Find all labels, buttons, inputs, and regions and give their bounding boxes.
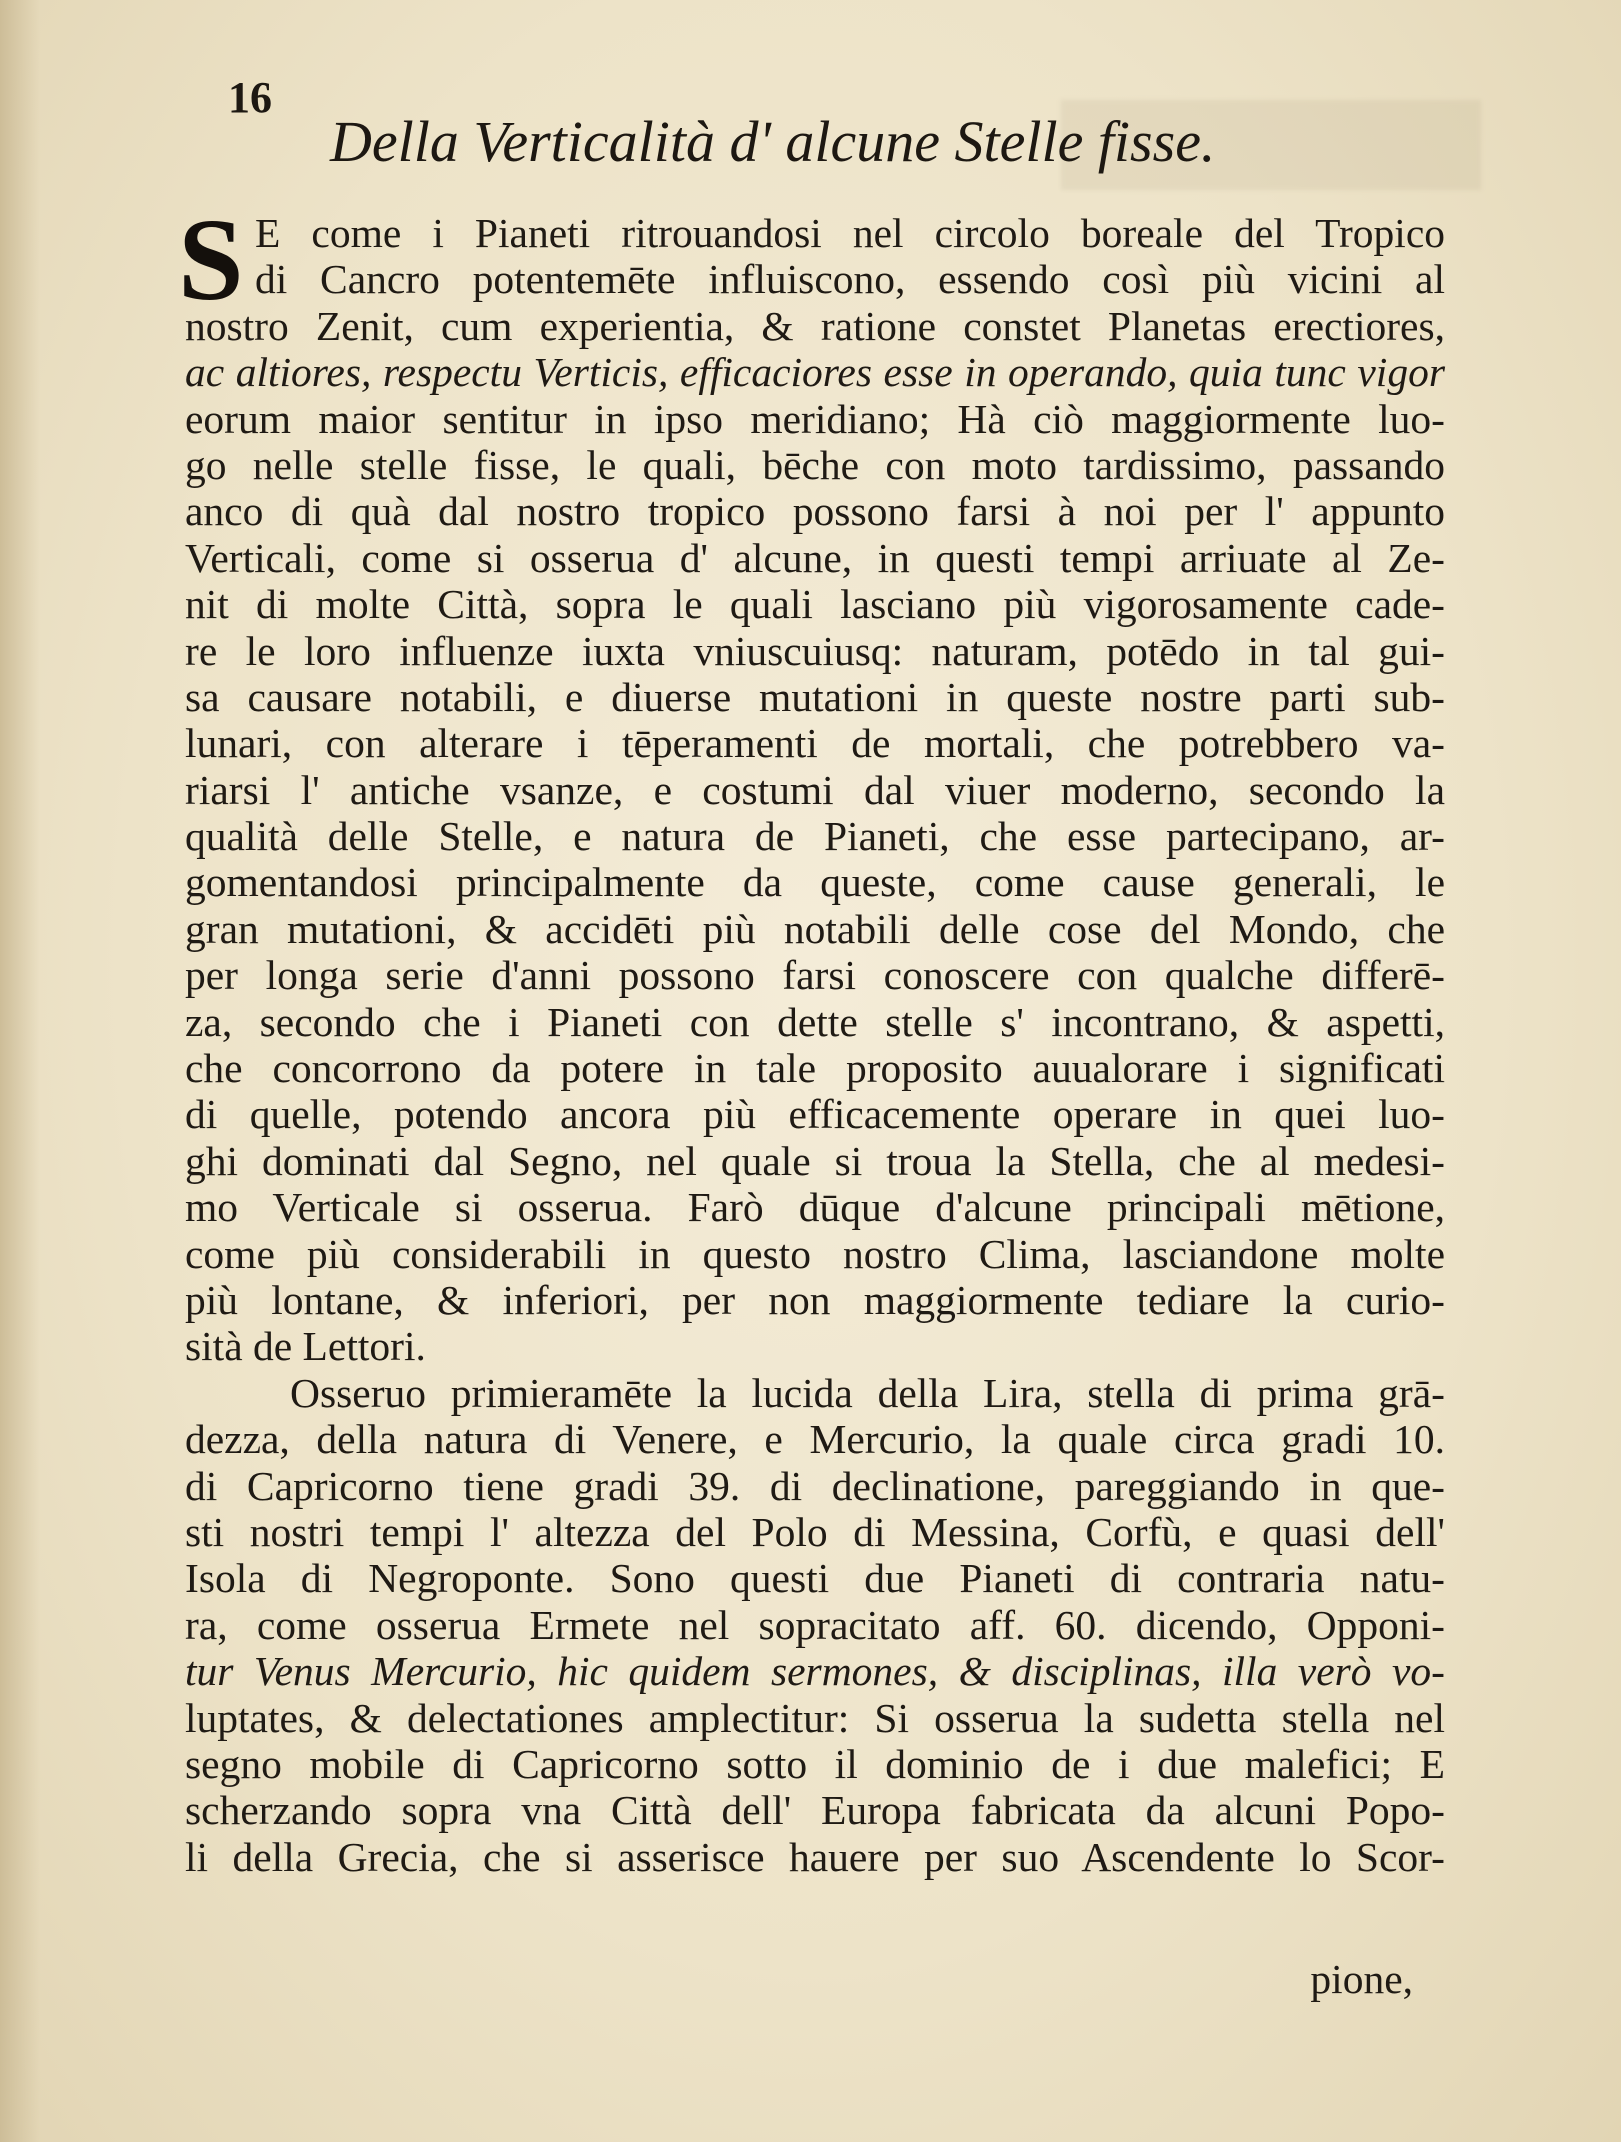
text-line: za, secondo che i Pianeti con dette stelle s' incontrano, & aspetti, <box>185 998 1445 1045</box>
text-line: E come i Pianeti ritrouandosi nel circolo boreale del Tropico <box>255 210 1445 256</box>
text-line: qualità delle Stelle, e natura de Pianeti, che esse partecipano, ar- <box>185 813 1445 860</box>
text-line: di Capricorno tiene gradi 39. di declinatione, pareggiando in que- <box>185 1462 1445 1509</box>
text-line: nit di molte Città, sopra le quali lasciano più vigorosamente cade- <box>185 581 1445 628</box>
text-line: tur Venus Mercurio, hic quidem sermones, & disciplinas, illa verò vo- <box>185 1648 1445 1695</box>
text-line: re le loro influenze iuxta vniuscuiusq: naturam, potēdo in tal gui- <box>185 627 1445 674</box>
text-line: li della Grecia, che si asserisce hauere per suo Ascendente lo Scor- <box>185 1833 1445 1880</box>
text-line: scherzando sopra vna Città dell' Europa fabricata da alcuni Popo- <box>185 1787 1445 1834</box>
text-line: di Cancro potentemēte influiscono, essendo così più vicini al <box>255 256 1445 303</box>
text-line: anco di quà dal nostro tropico possono farsi à noi per l' appunto <box>185 488 1445 535</box>
text-line: riarsi l' antiche vsanze, e costumi dal viuer moderno, secondo la <box>185 766 1445 813</box>
text-line: luptates, & delectationes amplectitur: Si osserua la sudetta stella nel <box>185 1694 1445 1741</box>
text-line: ra, come osserua Ermete nel sopracitato aff. 60. dicendo, Opponi- <box>185 1601 1445 1648</box>
text-line: per longa serie d'anni possono farsi conoscere con qualche differē- <box>185 952 1445 999</box>
text-line: che concorrono da potere in tale proposito auualorare i significati <box>185 1045 1445 1092</box>
text-line: lunari, con alterare i tēperamenti de mortali, che potrebbero va- <box>185 720 1445 767</box>
text-line: Verticali, come si osserua d' alcune, in questi tempi arriuate al Ze- <box>185 534 1445 581</box>
text-line: eorum maior sentitur in ipso meridiano; Hà ciò maggiormente luo- <box>185 395 1445 442</box>
text-line: go nelle stelle fisse, le quali, bēche con moto tardissimo, passando <box>185 441 1445 488</box>
text-line: Isola di Negroponte. Sono questi due Pianeti di contraria natu- <box>185 1555 1445 1602</box>
text-line: sità de Lettori. <box>185 1323 426 1370</box>
running-head: Della Verticalità d' alcune Stelle fisse. <box>330 109 1216 174</box>
text-line: sa causare notabili, e diuerse mutationi in queste nostre parti sub- <box>185 673 1445 720</box>
page-number: 16 <box>228 73 272 122</box>
text-line: segno mobile di Capricorno sotto il dominio de i due malefici; E <box>185 1740 1445 1787</box>
text-line: mo Verticale si osserua. Farò dūque d'alcune principali mētione, <box>185 1184 1445 1231</box>
catchword: pione, <box>1310 1956 1413 2002</box>
drop-cap: S <box>178 194 244 325</box>
text-line: ac altiores, respectu Verticis, efficaciores esse in operando, quia tunc vigor <box>185 349 1445 396</box>
text-line: come più considerabili in questo nostro Clima, lasciandone molte <box>185 1230 1445 1277</box>
text-line: nostro Zenit, cum experientia, & ratione constet Planetas erectiores, <box>185 302 1445 349</box>
text-line: dezza, della natura di Venere, e Mercurio, la quale circa gradi 10. <box>185 1416 1445 1463</box>
text-line: di quelle, potendo ancora più efficacemente operare in quei luo- <box>185 1091 1445 1138</box>
text-line: più lontane, & inferiori, per non maggiormente tediare la curio- <box>185 1276 1445 1323</box>
body-text <box>185 210 1445 1880</box>
text-line: Osseruo primieramēte la lucida della Lira, stella di prima grā- <box>290 1369 1445 1416</box>
text-line: gomentandosi principalmente da queste, come cause generali, le <box>185 859 1445 906</box>
text-line: gran mutationi, & accidēti più notabili delle cose del Mondo, che <box>185 905 1445 952</box>
spine-shadow <box>0 0 40 2142</box>
text-line: ghi dominati dal Segno, nel quale si troua la Stella, che al medesi- <box>185 1137 1445 1184</box>
text-line: sti nostri tempi l' altezza del Polo di Messina, Corfù, e quasi dell' <box>185 1508 1445 1555</box>
